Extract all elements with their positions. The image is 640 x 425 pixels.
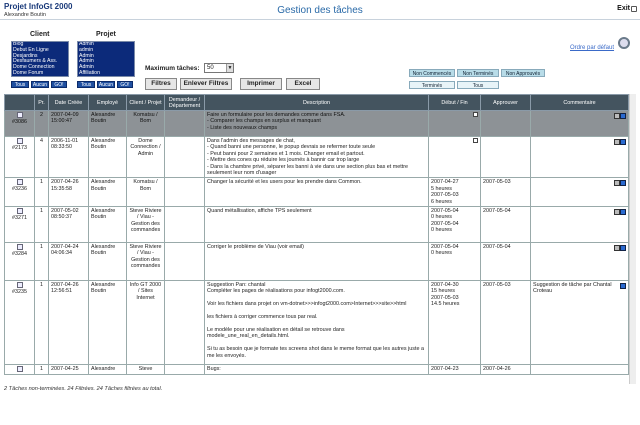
table-header-row: [5, 95, 629, 111]
description: Quand métallisation, affiche TPS seulement: [205, 207, 429, 243]
task-id[interactable]: #3235: [12, 288, 27, 295]
comment: Suggestion de tâche par Chantal Croteau: [533, 282, 612, 295]
col-header[interactable]: Commentaire: [531, 95, 629, 111]
employee: Alexandre Boutin: [89, 207, 127, 243]
table-row[interactable]: [5, 137, 629, 178]
demandeur: [165, 137, 205, 178]
col-header[interactable]: Pr.: [35, 95, 49, 111]
date-created: 2007-04-09 15:00:47: [49, 111, 89, 137]
filtres-button[interactable]: Filtres: [145, 78, 177, 90]
date-created: 2007-04-26 15:35:58: [49, 178, 89, 207]
filter-non-terminees[interactable]: Non Terminés: [457, 69, 499, 77]
edit-icon[interactable]: [620, 113, 626, 119]
max-tasks-select[interactable]: [204, 63, 234, 73]
col-header[interactable]: Demandeur / Département: [165, 95, 205, 111]
employee: Alexandre Boutin: [89, 111, 127, 137]
col-header[interactable]: Approuver: [481, 95, 531, 111]
task-icon[interactable]: [17, 208, 23, 214]
projet-option[interactable]: Affiliation: [79, 69, 100, 76]
priority: 1: [35, 178, 49, 207]
fin-date: 2007-05-03 6 heures: [431, 192, 459, 205]
client-listbox[interactable]: [11, 41, 69, 77]
client-projet: Steve Riviere / Viau - Gestion des commandes: [127, 207, 165, 243]
client-label: Client: [30, 31, 50, 38]
edit-icon[interactable]: [620, 180, 626, 186]
date-created: 2007-05-02 08:50:37: [49, 207, 89, 243]
fin-date: 2007-05-04 0 heures: [431, 220, 459, 234]
print-icon[interactable]: [614, 209, 620, 215]
client-option[interactable]: Dome Forum: [13, 69, 44, 76]
projet-go-button[interactable]: GO!: [117, 81, 133, 88]
demandeur: [165, 207, 205, 243]
print-icon[interactable]: [614, 245, 620, 251]
projet-option[interactable]: Admin: [79, 64, 94, 71]
priority: 1: [35, 243, 49, 281]
approved-date: 2007-05-03: [481, 178, 531, 207]
user-name: Alexandre Boutin: [4, 12, 46, 18]
table-row[interactable]: [5, 111, 629, 137]
imprimer-button[interactable]: Imprimer: [240, 78, 282, 90]
employee: Alexandre Boutin: [89, 243, 127, 281]
projet-option[interactable]: Admin: [79, 41, 94, 47]
description: Corriger le problème de Viau (voir email): [205, 243, 429, 281]
description: Dans l'admin des messages de chat, - Quand banni une personne, le popup devrais se refermer toute seule - Peut banni pour 2 semaines et 1 mois. Changer email et partout. - Mettre des cones qu réduire les journés à bannir car trop large - Dans la chambre privé, séparer les banni à vie dans une section plus bas et mettre seulement leur nom d'usager: [205, 137, 429, 178]
priority: 1: [35, 281, 49, 365]
projet-option[interactable]: Admin: [79, 52, 94, 59]
date-created: 2007-04-26 12:56:51: [49, 281, 89, 365]
description: Changer la sécurité et les users pour les prendre dans Common.: [205, 178, 429, 207]
debut-date: 2007-04-30 15 heures: [431, 282, 459, 295]
client-projet: Info GT 2000 / Sites Internet: [127, 281, 165, 365]
exit-icon[interactable]: [631, 6, 637, 12]
debut-date: 2007-04-27 5 heures: [431, 179, 459, 192]
client-aucun-button[interactable]: Aucun: [32, 82, 48, 88]
app-header: [0, 0, 640, 20]
approved-date: 2007-05-04: [481, 207, 531, 243]
ordre-par-defaut-link[interactable]: Ordre par défaut: [570, 45, 615, 51]
client-option[interactable]: Desjardins: [13, 52, 38, 59]
table-row[interactable]: [5, 178, 629, 207]
demandeur: [165, 365, 205, 375]
client-option[interactable]: Dome Connection: [13, 64, 55, 71]
footer-summary: 2 Tâches non-terminées. 24 Filtrées. 24 Tâches filtrées au total.: [4, 386, 163, 392]
col-header[interactable]: Début / Fin: [429, 95, 481, 111]
filter-non-commencees[interactable]: Non Commencés: [409, 69, 455, 77]
client-projet: Komatsu / Bom: [127, 111, 165, 137]
excel-button[interactable]: Excel: [286, 78, 320, 90]
edit-icon[interactable]: [620, 139, 626, 145]
enlever-filtres-button[interactable]: Enlever Filtres: [180, 78, 232, 90]
done-checkbox[interactable]: [473, 112, 478, 117]
task-icon[interactable]: [17, 138, 23, 144]
debut-date: 2007-04-23: [429, 365, 481, 375]
demandeur: [165, 281, 205, 365]
priority: 2: [35, 111, 49, 137]
edit-icon[interactable]: [620, 209, 626, 215]
filter-tous[interactable]: Tous: [457, 81, 499, 89]
client-go-button[interactable]: GO!: [51, 81, 67, 88]
task-icon[interactable]: [17, 244, 23, 250]
exit-link[interactable]: Exit: [617, 5, 630, 12]
debut-date: 2007-05-04 0 heures: [431, 208, 459, 221]
col-header[interactable]: Employé: [89, 95, 127, 111]
demandeur: [165, 111, 205, 137]
client-tous-button[interactable]: Tous: [11, 81, 29, 88]
edit-icon[interactable]: [620, 245, 626, 251]
client-projet: Komatsu / Bom: [127, 178, 165, 207]
refresh-icon[interactable]: [618, 37, 630, 49]
fin-date: 2007-05-03 14.5 heures: [431, 294, 460, 308]
client-projet: Steve Riviere / Viau - Gestion des commandes: [127, 243, 165, 281]
max-tasks-value: 50: [207, 65, 214, 71]
task-id[interactable]: #3086: [12, 118, 27, 125]
app-title: Projet InfoGt 2000: [4, 2, 73, 11]
client-option[interactable]: Debut En Ligne: [13, 46, 49, 53]
done-checkbox[interactable]: [473, 138, 478, 143]
date-created: 2007-04-25: [49, 365, 89, 375]
demandeur: [165, 178, 205, 207]
description: Suggestion Pan: chantal Compléter les pages de réalisations pour infogt2000.com. Voir les fichiers dans projet on vm-dotnet>>>infogt2000.com>Internet>>>site>>html les fichiers à corriger commence tous par real. Le modèle pour une réalisation en détail se retrouve dans modele_une_real_en_details.html. Si tu as besoin que je formate tes screens shot dans le meme format que les autres juste a me les envoyés.: [205, 281, 429, 365]
tasks-table: [4, 94, 629, 375]
task-icon[interactable]: [17, 179, 23, 185]
priority: 1: [35, 365, 49, 375]
date-created: 2007-04-24 04:06:34: [49, 243, 89, 281]
priority: 1: [35, 207, 49, 243]
col-header[interactable]: Description: [205, 95, 429, 111]
task-id[interactable]: #3236: [12, 186, 27, 193]
print-icon[interactable]: [614, 139, 620, 145]
col-header: [5, 95, 35, 111]
task-id[interactable]: #3284: [12, 250, 27, 257]
task-id[interactable]: #3271: [12, 214, 27, 221]
vertical-scrollbar[interactable]: [629, 94, 636, 384]
approved-date: 2007-04-26: [481, 365, 531, 375]
employee: Alexandre Boutin: [89, 281, 127, 365]
projet-option[interactable]: admin: [79, 46, 94, 53]
description: Bugs:: [205, 365, 429, 375]
approved-date: 2007-05-03: [481, 281, 531, 365]
edit-icon[interactable]: [620, 283, 626, 289]
projet-label: Projet: [96, 31, 116, 38]
table-row[interactable]: [5, 207, 629, 243]
task-icon[interactable]: [17, 112, 23, 118]
print-icon[interactable]: [614, 180, 620, 186]
client-option[interactable]: Desfaumers & Ass.: [13, 58, 58, 65]
description: Faire un formulaire pour les demandes comme dans FSA. - Comparer les champs en surplus et manquant - Liste des nouveaux champs: [205, 111, 429, 137]
client-option[interactable]: Blog: [13, 41, 24, 47]
task-id[interactable]: #2173: [12, 144, 27, 151]
task-icon[interactable]: [17, 282, 23, 288]
debut-date: 2007-05-04 0 heures: [431, 244, 459, 257]
table-row[interactable]: [5, 365, 629, 375]
client-projet: Dome Connection / Admin: [127, 137, 165, 178]
filter-non-approuvees[interactable]: Non Approuvés: [501, 69, 545, 77]
col-header[interactable]: Date Créée: [49, 95, 89, 111]
client-projet: Steve: [127, 365, 165, 375]
max-tasks-label: Maximum tâches:: [145, 65, 200, 72]
date-created: 2006-11-01 08:33:50: [49, 137, 89, 178]
page-title: Gestion des tâches: [277, 5, 363, 16]
priority: 4: [35, 137, 49, 178]
approved-date: 2007-05-04: [481, 243, 531, 281]
demandeur: [165, 243, 205, 281]
employee: Alexandre Boutin: [89, 137, 127, 178]
print-icon[interactable]: [614, 113, 620, 119]
filter-terminees[interactable]: Terminés: [409, 81, 455, 89]
projet-aucun-button[interactable]: Aucun: [98, 82, 114, 88]
col-header[interactable]: Client / Projet: [127, 95, 165, 111]
task-icon[interactable]: [17, 366, 23, 372]
employee: Alexandre Boutin: [89, 178, 127, 207]
projet-tous-button[interactable]: Tous: [77, 81, 95, 88]
table-row[interactable]: [5, 243, 629, 281]
table-row[interactable]: [5, 281, 629, 365]
chevron-down-icon: ▼: [227, 65, 233, 71]
projet-option[interactable]: Admin: [79, 58, 94, 65]
projet-listbox[interactable]: [77, 41, 135, 77]
employee: Alexandre: [89, 365, 127, 375]
